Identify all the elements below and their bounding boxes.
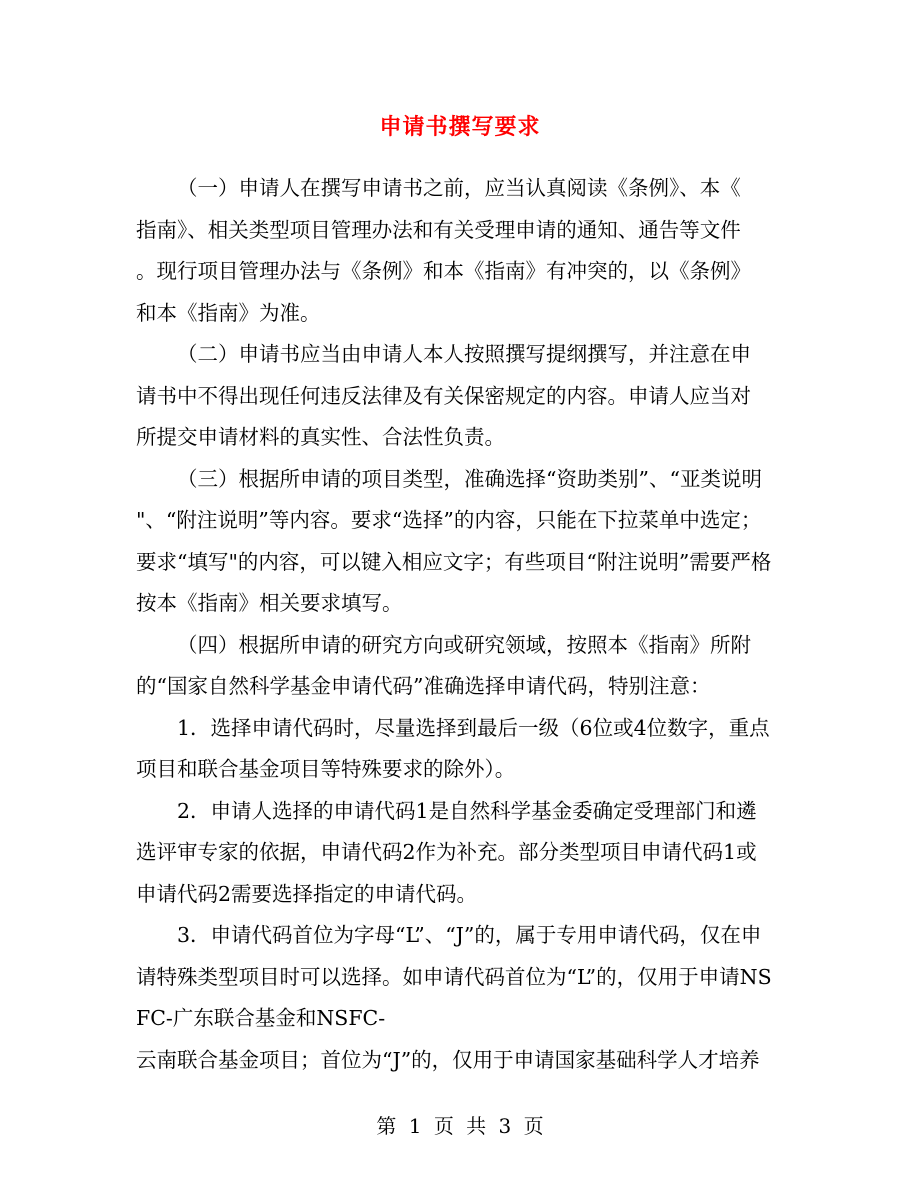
text-line: 云南联合基金项目；首位为“J”的，仅用于申请国家基础科学人才培养 (136, 1047, 760, 1072)
text-line: 按本《指南》相关要求填写。 (136, 591, 403, 615)
text-line: （一）申请人在撰写申请书之前，应当认真阅读《条例》、本《 (177, 176, 741, 200)
text-line: 3．申请代码首位为字母“L”、“J”的，属于专用申请代码，仅在申 (177, 923, 762, 947)
text-line: 选评审专家的依据，申请代码2作为补充。部分类型项目申请代码1或 (136, 840, 757, 864)
text-line: 所提交申请材料的真实性、合法性负责。 (136, 425, 505, 449)
text-line: 和本《指南》为准。 (136, 300, 321, 325)
document-title: 申请书撰写要求 (379, 115, 541, 140)
text-line: 指南》、相关类型项目管理办法和有关受理申请的通知、通告等文件 (136, 217, 741, 242)
text-line: 请特殊类型项目时可以选择。如申请代码首位为“L”的，仅用于申请NS (136, 964, 772, 989)
document-body (136, 168, 786, 1081)
text-line: 2．申请人选择的申请代码1是自然科学基金委确定受理部门和遴 (177, 798, 757, 823)
text-line: 的“国家自然科学基金申请代码”准确选择申请代码，特别注意： (136, 674, 711, 698)
text-line: 项目和联合基金项目等特殊要求的除外）。 (136, 757, 516, 781)
text-line: 请书中不得出现任何违反法律及有关保密规定的内容。申请人应当对 (136, 383, 751, 408)
text-line: （四）根据所申请的研究方向或研究领域，按照本《指南》所附 (177, 632, 751, 657)
text-line: "、“附注说明”等内容。要求“选择”的内容，只能在下拉菜单中选定； (136, 508, 762, 532)
text-line: 申请代码2需要选择指定的申请代码。 (136, 881, 478, 906)
text-line: 要求“填写"的内容，可以键入相应文字；有些项目“附注说明”需要严格 (136, 549, 772, 574)
text-line: （三）根据所申请的项目类型，准确选择“资助类别”、“亚类说明 (177, 466, 762, 491)
text-line: FC-广东联合基金和NSFC- (136, 1006, 386, 1030)
text-line: （二）申请书应当由申请人本人按照撰写提纲撰写，并注意在申 (177, 342, 751, 366)
page-footer: 第 1 页 共 3 页 (376, 1114, 544, 1138)
text-line: 。现行项目管理办法与《条例》和本《指南》有冲突的，以《条例》 (136, 259, 751, 283)
text-line: 1．选择申请代码时，尽量选择到最后一级（6位或4位数字，重点 (177, 715, 770, 740)
